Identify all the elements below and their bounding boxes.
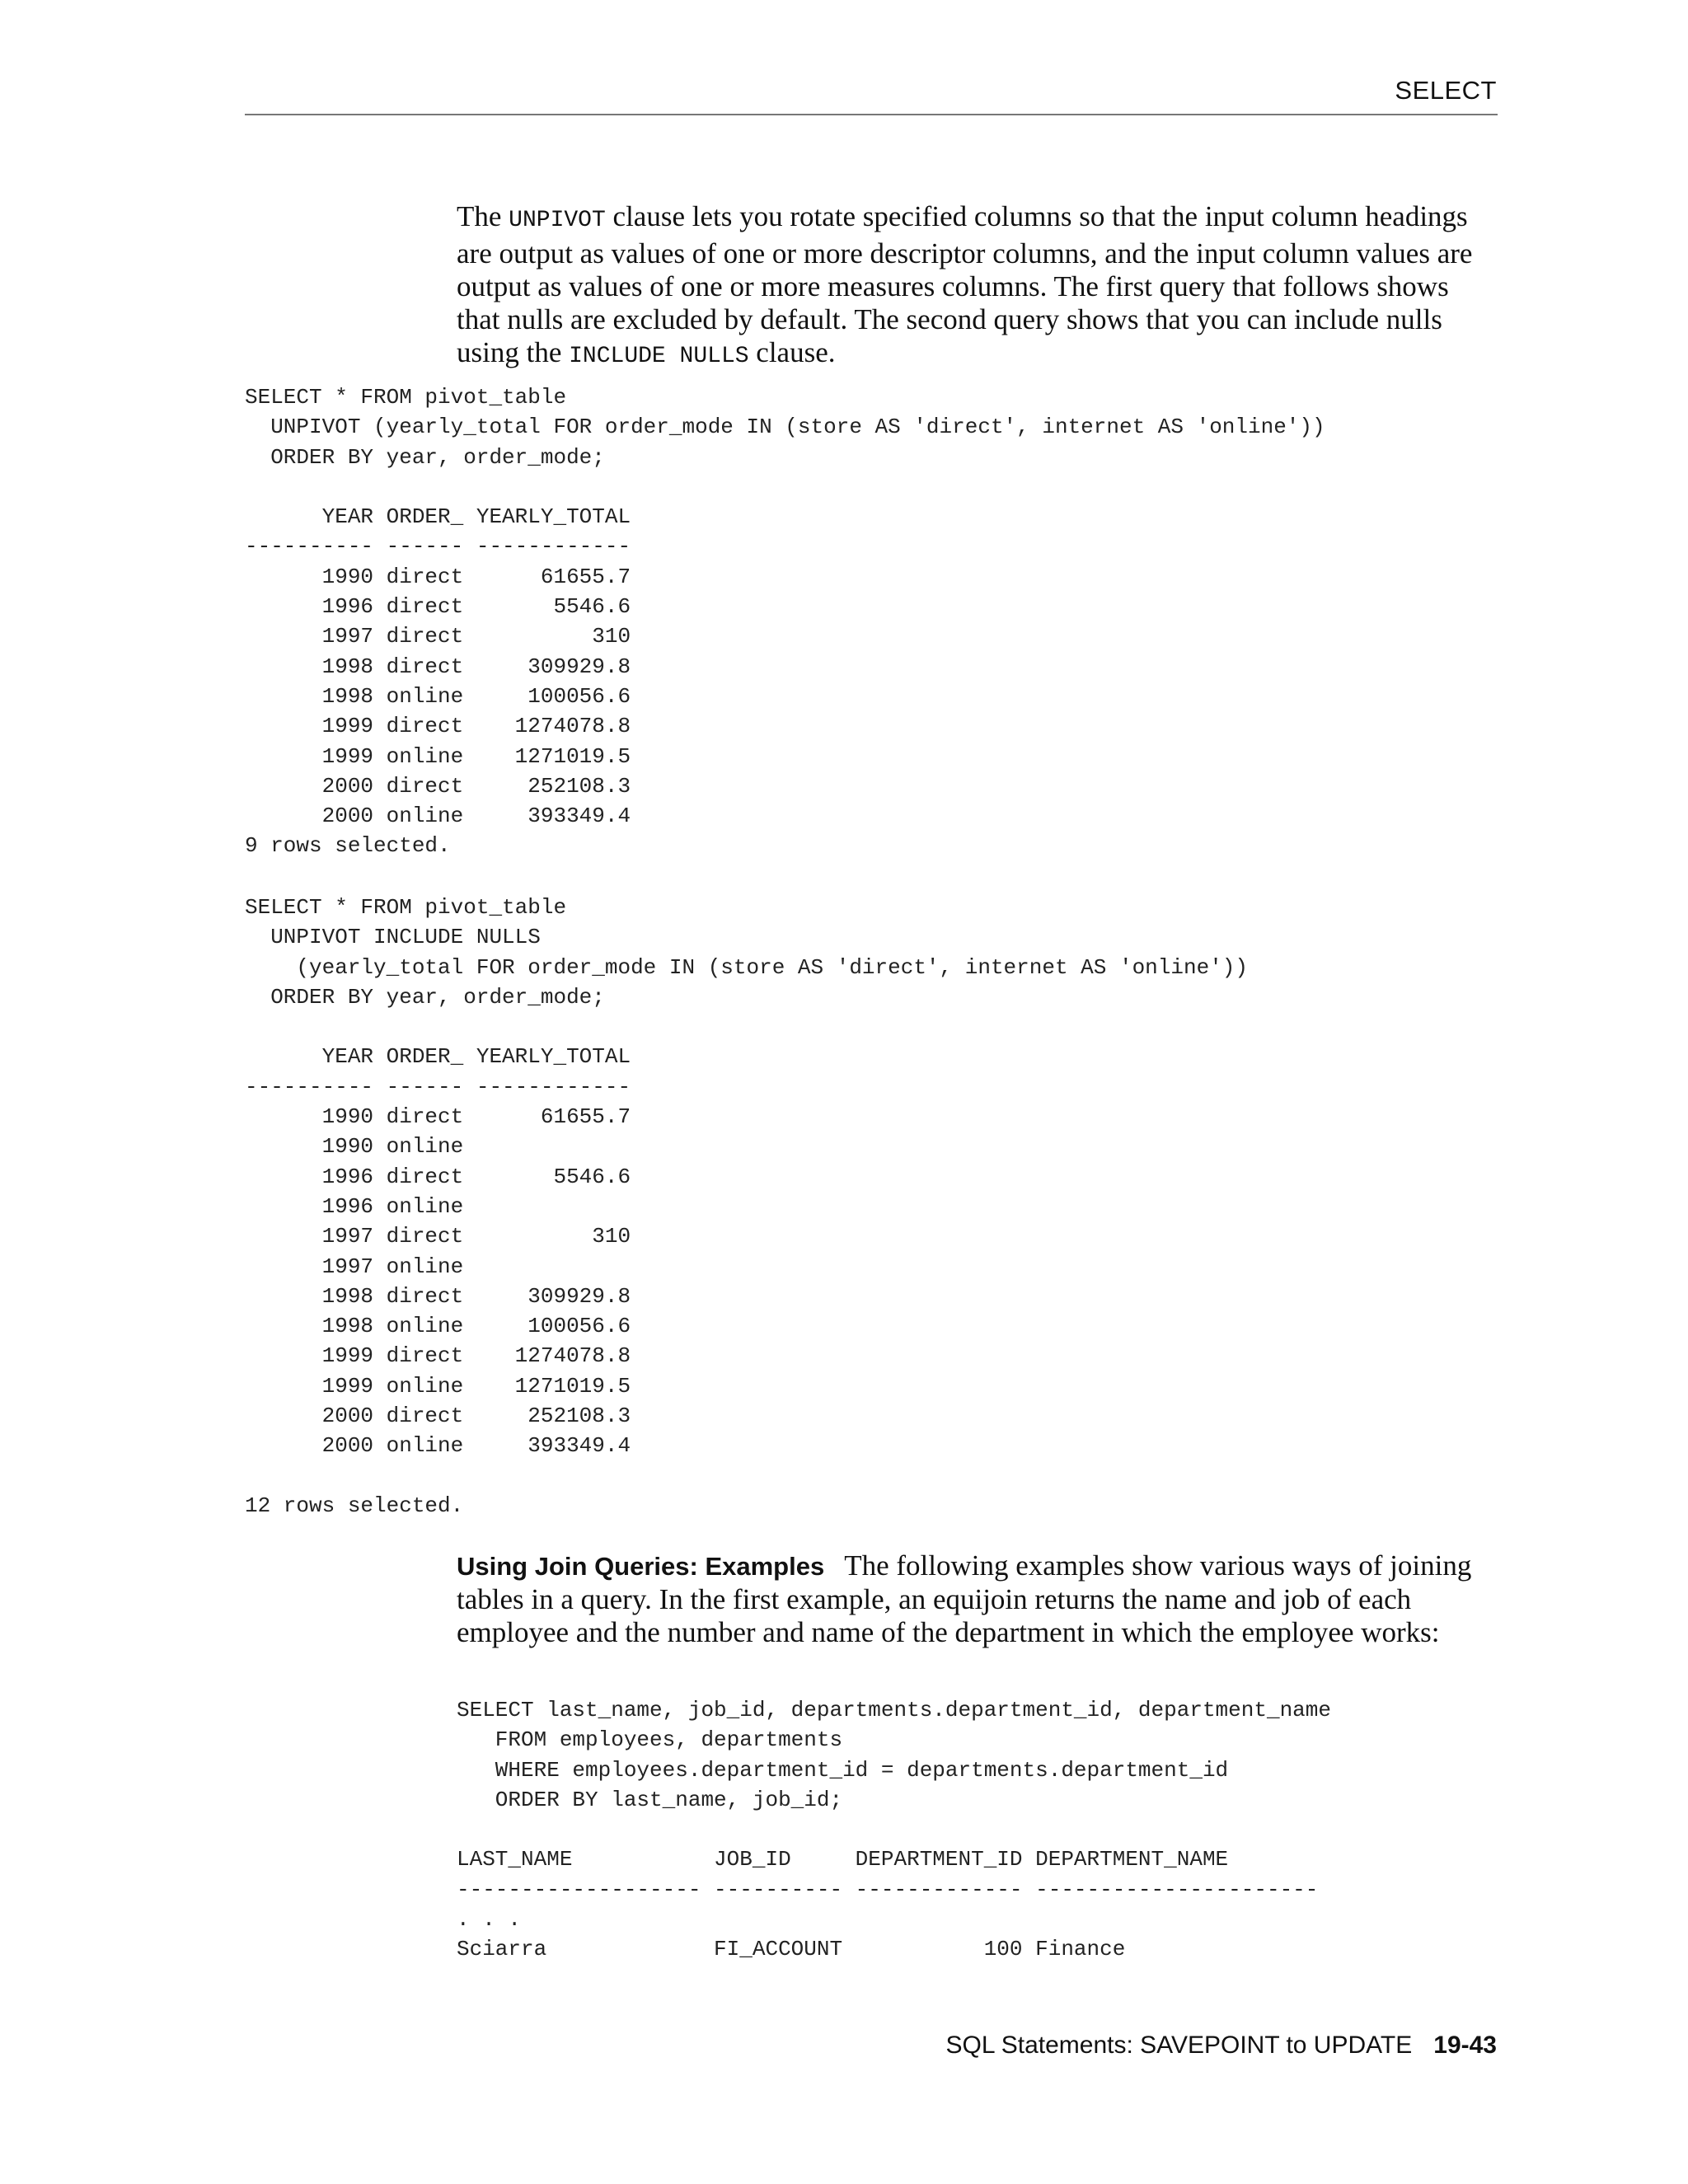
footer-chapter-title: SQL Statements: SAVEPOINT to UPDATE xyxy=(945,2032,1413,2059)
join-queries-text: The following examples show various ways of joining tables in a query. In the first example, an equijoin returns the name and job of each employee and the number and name of the department in which the employee works: xyxy=(457,1549,1472,1648)
join-queries-heading: Using Join Queries: Examples xyxy=(457,1552,825,1581)
join-queries-paragraph xyxy=(457,1549,1495,1649)
intro-text-3: clause. xyxy=(748,336,836,368)
running-header: SELECT xyxy=(1395,76,1497,105)
unpivot-intro-paragraph xyxy=(457,200,1495,373)
page-footer xyxy=(946,2032,1498,2060)
unpivot-keyword: UNPIVOT xyxy=(509,208,606,233)
unpivot-query-example: SELECT * FROM pivot_table UNPIVOT (yearly_total FOR order_mode IN (store AS 'direct', internet AS 'online')) ORDER BY year, order_mode; YEAR ORDER_ YEARLY_TOTAL ---------- ------ ------------ 1990 direct 61655.7 1996 direct 5546.6 1997 direct 310 1998 direct 309929.8 1998 online 100056.6 1999 direct 1274078.8 1999 online 1271019.5 2000 direct 252108.3 2000 online 393349.4 9 rows selected. xyxy=(245,385,1325,859)
include-nulls-keyword: INCLUDE NULLS xyxy=(569,344,749,369)
intro-text-2: clause lets you rotate specified columns so that the input column headings are output as values of one or more descriptor columns, and the input column values are output as values of one or more measures columns. The first query that follows shows that nulls are excluded by default. The second query shows that you can include nulls using the xyxy=(457,200,1473,368)
intro-text-1: The xyxy=(457,200,509,232)
join-query-example: SELECT last_name, job_id, departments.department_id, department_name FROM employees, departments WHERE employees.department_id = departments.department_id ORDER BY last_name, job_id; LAST_NAME JOB_ID DEPARTMENT_ID DEPARTMENT_NAME ------------------- ---------- ------------- ---------------------- . . . Sciarra FI_ACCOUNT 100 Finance xyxy=(457,1698,1331,1962)
unpivot-include-nulls-example: SELECT * FROM pivot_table UNPIVOT INCLUDE NULLS (yearly_total FOR order_mode IN (store AS 'direct', internet AS 'online')) ORDER BY year, order_mode; YEAR ORDER_ YEARLY_TOTAL ---------- ------ ------------ 1990 direct 61655.7 1990 online 1996 direct 5546.6 1996 online 1997 direct 310 1997 online 1998 direct 309929.8 1998 online 100056.6 1999 direct 1274078.8 1999 online 1271019.5 2000 direct 252108.3 2000 online 393349.4 12 rows selected. xyxy=(245,895,1248,1518)
page-number: 19-43 xyxy=(1433,2032,1497,2059)
header-rule xyxy=(245,114,1498,115)
